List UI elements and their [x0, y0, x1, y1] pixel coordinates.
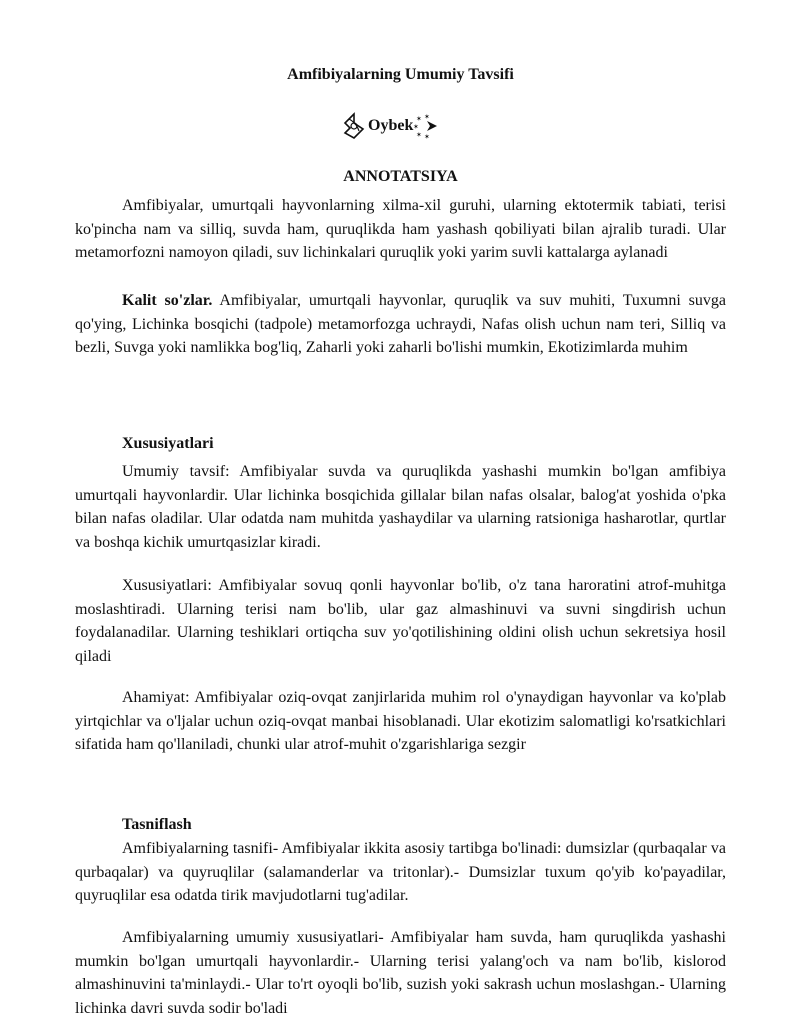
svg-text:✶: ✶ [416, 131, 423, 139]
svg-text:✶: ✶ [416, 115, 423, 123]
stars-arrow-icon [413, 111, 439, 141]
annotation-paragraph: Amfibiyalar, umurtqali hayvonlarning xilma-xil guruhi, ularning ektotermik tabiati, terisi ko'pincha nam va silliq, suvda ham, quruqlikda ham yashash qobiliyati bilan ajralib turadi. Ular metamorfozni namoyon qiladi, suv lichinkalari quruqlik yoki yarim suvli kattalarga aylanadi [75, 197, 726, 261]
svg-text:✶: ✶ [424, 113, 431, 121]
general-description-paragraph: Umumiy tavsif: Amfibiyalar suvda va quruqlikda yashashi mumkin bo'lgan amfibiya umurtqali hayvonlardir. Ular lichinka bosqichida gillalar bilan nafas olsalar, balog'at yoshida o'pka bilan nafas oladilar. Ular odatda nam muhitda yashaydilar va ularning ratsioniga hasharotlar, qurtlar va boshqa kichik umurtqasizlar kiradi. [75, 463, 726, 551]
general-features-paragraph: Amfibiyalarning umumiy xususiyatlari- Amfibiyalar ham suvda, ham quruqlikda yashashi mumkin bo'lgan umurtqali hayvonlardir.- Ularning terisi yalang'och va nam bo'lib, kislorod almashinuvini ta'minlaydi.- Ular to'rt oyoqli bo'lib, suzish yoki sakrash uchun moslashgan.- Ularning lichinka davri suvda sodir bo'ladi [75, 929, 726, 1017]
quill-emblem-icon [341, 111, 367, 141]
keywords-text: Amfibiyalar, umurtqali hayvonlar, quruqlik va suv muhiti, Tuxumni suvga qo'ying, Lichinka bosqichi (tadpole) metamorfozga uchraydi, Nafas olish uchun nam teri, Silliq va bezli, Suvga yoki namlikka bog'liq, Zaharli yoki zaharli bo'lishi mumkin, Ekotizimlarda muhim [75, 292, 727, 356]
section-heading-xususiyatlari: Xususiyatlari [122, 435, 214, 452]
oybek-logo [341, 110, 445, 142]
section-heading-tasniflash: Tasniflash [122, 816, 192, 833]
document-title: Amfibiyalarning Umumiy Tavsifi [287, 66, 514, 83]
keywords-paragraph [75, 289, 726, 360]
classification-paragraph: Amfibiyalarning tasnifi- Amfibiyalar ikkita asosiy tartibga bo'linadi: dumsizlar (qurbaqalar va qurbaqalar) va quyruqlilar (salamanderlar va tritonlar).- Dumsizlar tuxum qo'yib ko'payadilar, quyruqlilar esa odatda tirik mavjudotlarni tug'adilar. [75, 840, 726, 904]
characteristics-paragraph: Xususiyatlari: Amfibiyalar sovuq qonli hayvonlar bo'lib, o'z tana haroratini atrof-muhitga moslashtiradi. Ularning terisi nam bo'lib, ular gaz almashinuvi va suvni singdirish uchun foydalanadilar. Ularning teshiklari ortiqcha suv yo'qotilishining oldini olish uchun sekretsiya hosil qiladi [75, 577, 726, 665]
logo-text: Oybek [368, 117, 414, 134]
annotation-heading: ANNOTATSIYA [343, 168, 458, 185]
importance-paragraph: Ahamiyat: Amfibiyalar oziq-ovqat zanjirlarida muhim rol o'ynaydigan hayvonlar va ko'plab yirtqichlar va o'ljalar uchun oziq-ovqat manbai hisoblanadi. Ular ekotizim salomatligi ko'rsatkichlari sifatida ham qo'llaniladi, chunki ular atrof-muhit o'zgarishlariga sezgir [75, 689, 726, 753]
svg-text:✶: ✶ [413, 123, 420, 131]
keywords-label: Kalit so'zlar. [122, 292, 213, 309]
svg-text:✶: ✶ [424, 133, 431, 141]
